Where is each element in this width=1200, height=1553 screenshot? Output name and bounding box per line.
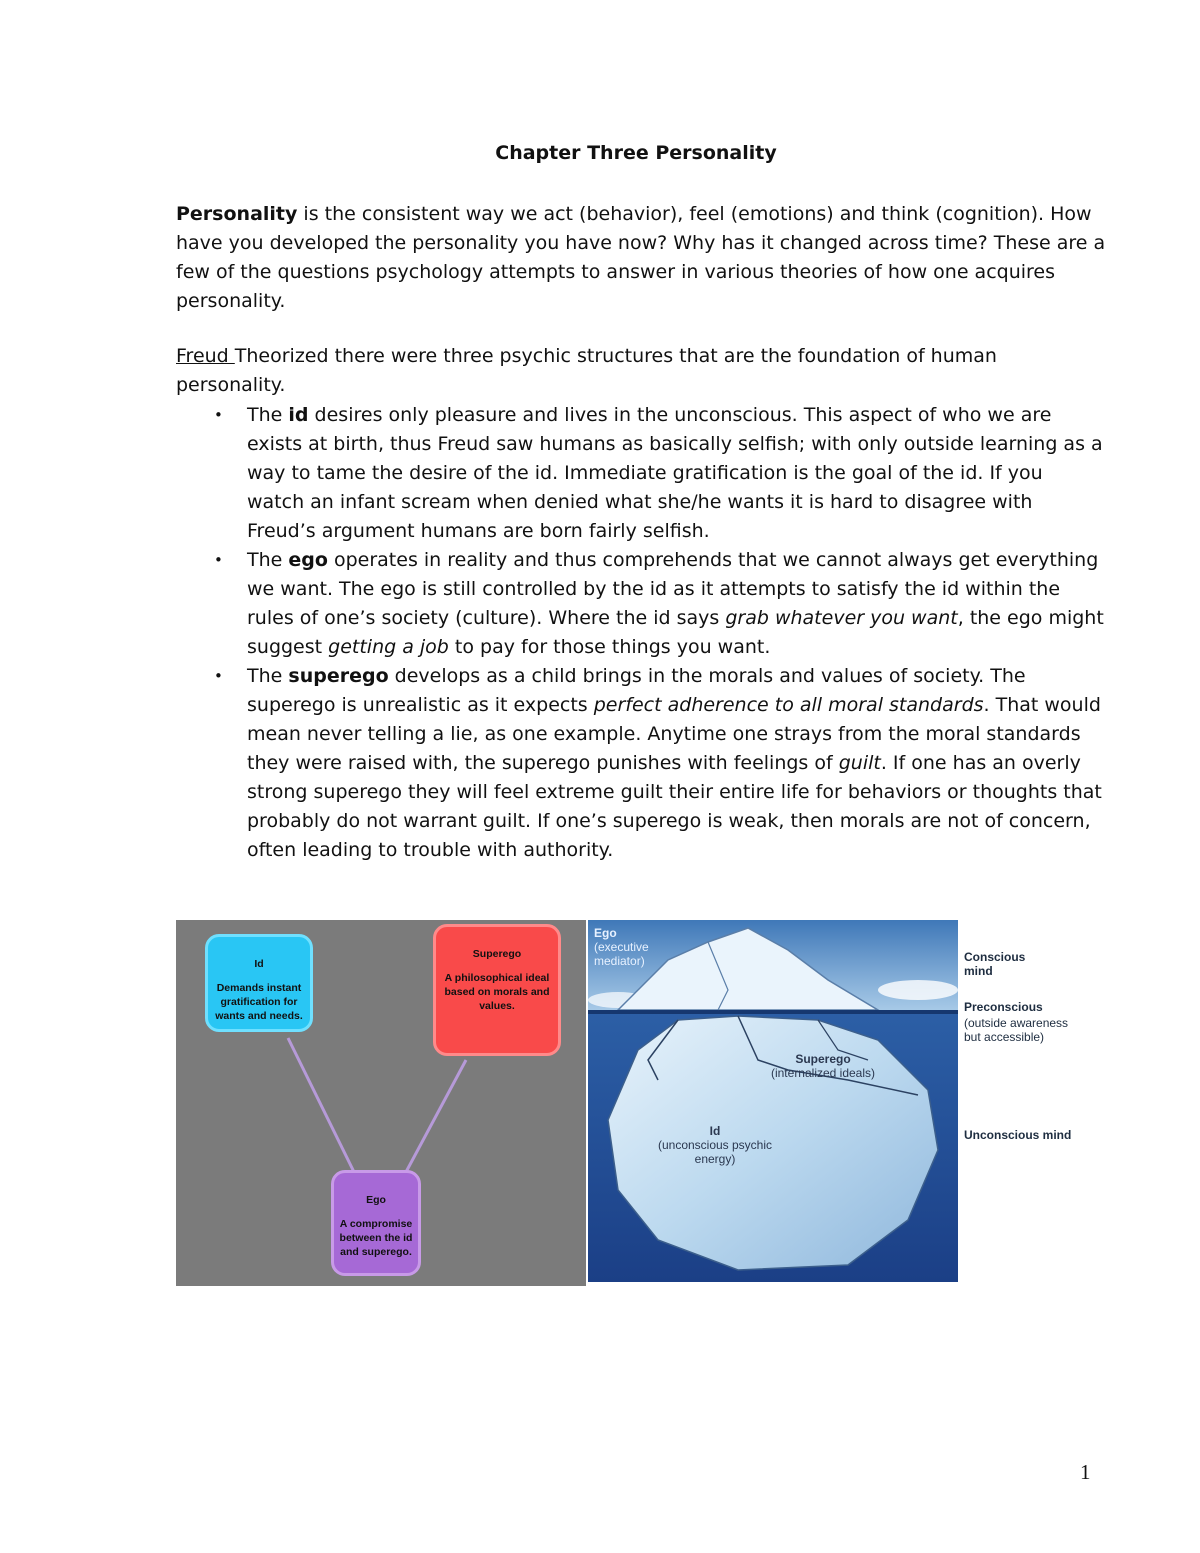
id-text: desires only pleasure and lives in the unconscious. This aspect of who we are exists at birth, thus Freud saw humans as basically selfish; with only outside learning as a way to tame the desire of the id. Immediate gratification is the goal of the id. If you watch an infant scream when denied what she/he wants it is hard to disagree with Freud’s argument humans are born fairly selfish. [247, 404, 1103, 542]
ego-label-sub: (executive mediator) [594, 940, 649, 968]
freud-text: Theorized there were three psychic structures that are the foundation of human personality. [176, 345, 997, 396]
unconscious-label: Unconscious mind [964, 1128, 1072, 1142]
superego-label-title: Superego [795, 1052, 851, 1066]
superego-label-sub: (internalized ideals) [770, 1066, 876, 1080]
id-label-sub: (unconscious psychic energy) [657, 1138, 773, 1166]
ego-box-text: A compromise between the id and superego. [339, 1218, 413, 1258]
iceberg-illustration [588, 920, 958, 1282]
intro-paragraph [176, 200, 1106, 316]
ego-box-title: Ego [366, 1194, 386, 1206]
superego-box [433, 924, 561, 1056]
list-item-ego [214, 546, 1104, 662]
ego-pre: The [247, 549, 289, 571]
superego-box-text: A philosophical ideal based on morals and values. [444, 972, 550, 1012]
superego-term: superego [288, 665, 389, 687]
id-box [205, 934, 313, 1032]
ego-italic: getting a job [328, 636, 449, 658]
list-item-id [214, 401, 1104, 546]
ego-text: , the ego might suggest [247, 607, 1104, 658]
id-label-title: Id [709, 1124, 721, 1138]
ego-term: ego [288, 549, 328, 571]
ego-italic: grab whatever you want [725, 607, 958, 629]
superego-italic: guilt [838, 752, 881, 774]
intro-term: Personality [176, 203, 298, 225]
superego-label [758, 1052, 888, 1080]
page-title: Chapter Three Personality [495, 142, 777, 164]
freud-paragraph [176, 342, 1106, 400]
preconscious-sub: (outside awareness but accessible) [964, 1016, 1069, 1044]
superego-italic: perfect adherence to all moral standards [593, 694, 984, 716]
superego-box-title: Superego [472, 948, 522, 960]
ego-box [331, 1170, 421, 1276]
preconscious-label: Preconscious [964, 1000, 1043, 1014]
ego-label-title: Ego [594, 926, 617, 940]
structures-list [214, 401, 1104, 865]
id-pre: The [247, 404, 289, 426]
list-item-superego [214, 662, 1104, 865]
structures-diagram [176, 920, 586, 1286]
conscious-label: Conscious mind [964, 950, 1026, 978]
bullet-icon: • [214, 406, 223, 424]
freud-heading: Freud [176, 345, 235, 367]
superego-text: develops as a child brings in the morals and values of society. The superego is unrealistic as it expects [247, 665, 1026, 716]
page-number: 1 [1080, 1460, 1091, 1484]
ego-text: operates in reality and thus comprehends that we cannot always get everything we want. The ego is still controlled by the id as it attempts to satisfy the id within the rules of one’s society (culture). Where the id says [247, 549, 1099, 629]
id-box-title: Id [254, 958, 264, 970]
superego-pre: The [247, 665, 289, 687]
bullet-icon: • [214, 667, 223, 685]
id-term: id [288, 404, 309, 426]
iceberg-diagram [588, 920, 958, 1282]
intro-text: is the consistent way we act (behavior), feel (emotions) and think (cognition). How have you developed the personality you have now? Why has it changed across time? These are a few of the questions psychology attempts to answer in various theories of how one acquires personality. [176, 203, 1106, 312]
id-box-text: Demands instant gratification for wants and needs. [215, 982, 303, 1022]
ego-label [594, 926, 674, 968]
ego-text: to pay for those things you want. [448, 636, 771, 658]
superego-text: . That would mean never telling a lie, as one example. Anytime one strays from the moral standards they were raised with, the superego punishes with feelings of [247, 694, 1101, 774]
bullet-icon: • [214, 551, 223, 569]
superego-text: . If one has an overly strong superego they will feel extreme guilt their entire life for behaviors or thoughts that probably do not warrant guilt. If one’s superego is weak, then morals are not of concern, often leading to trouble with authority. [247, 752, 1102, 861]
id-label [650, 1124, 780, 1166]
